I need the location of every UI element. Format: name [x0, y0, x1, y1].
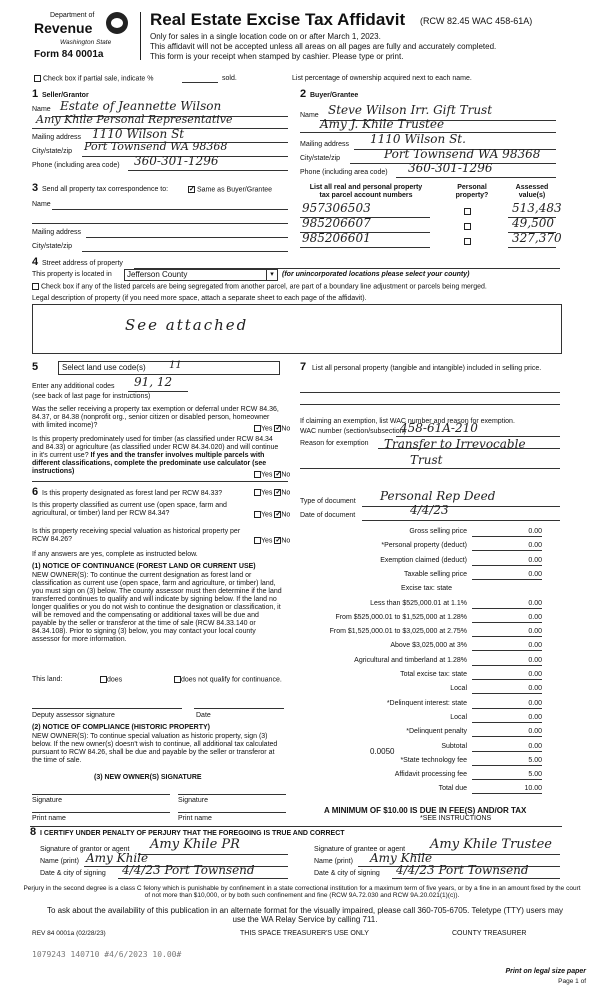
amount-label: From $1,525,000.01 to $3,025,000 at 2.75%	[329, 628, 467, 636]
amount-label: Agricultural and timberland at 1.28%	[354, 656, 467, 664]
seller-phone[interactable]: 360-301-1296	[134, 154, 219, 168]
parcel-row	[300, 231, 562, 249]
timber-question-bold: If yes and the transfer involves multiple parcels with different classifications, complete the predominate use calculator (see instructions)	[32, 452, 267, 476]
reason-value-2[interactable]: Trust	[410, 453, 443, 467]
dept-line2: Revenue	[34, 20, 93, 36]
timber-no-checkbox[interactable]: ✓	[275, 471, 282, 478]
amount-value[interactable]: 0.00	[528, 613, 542, 621]
buyer-section-number: 2	[300, 88, 307, 100]
notice1-body: NEW OWNER(S): To continue the current designation as forest land or classification as current use (open space, farm and agriculture, or timber) land, you must sign on (3) below. The county assessor must then determine if the land transferred continues to qualify and will indicate by signing below. If the land no longer qualifies or you do not wish to continue the designation or classification, it will be removed and the compensating or additional taxes will be due and payable by the seller or transferor at the time of sale (RCW 84.33.140 or 84.34.108). Prior to signing (3) below, you may contact your local county assessor for more information.	[32, 572, 282, 644]
sec3-mail-line[interactable]	[86, 237, 288, 238]
partial-sold: sold.	[222, 75, 237, 82]
buyer-city[interactable]: Port Townsend WA 98368	[384, 147, 541, 161]
amount-line	[472, 536, 542, 537]
historical-no-checkbox[interactable]: ✓	[275, 537, 282, 544]
grantor-signature[interactable]: Amy Khile PR	[150, 837, 240, 852]
amount-value[interactable]: 0.00	[528, 642, 542, 650]
does-label: does	[107, 676, 123, 684]
current-use-yes-no	[254, 511, 290, 519]
amount-line	[472, 679, 542, 680]
notice1-title: (1) NOTICE OF CONTINUANCE (FOREST LAND OR CURRENT USE)	[32, 563, 256, 570]
amount-value[interactable]: 0.00	[528, 542, 542, 550]
buyer-city-label: City/state/zip	[300, 155, 341, 162]
signature-label-1: Signature	[32, 797, 62, 804]
wac-label: WAC number (section/subsection)	[300, 428, 406, 435]
amount-line	[472, 751, 542, 752]
does-not-checkbox[interactable]	[174, 676, 181, 683]
buyer-mail[interactable]: 1110 Wilson St.	[370, 132, 466, 146]
sec3-city-line[interactable]	[82, 251, 288, 252]
amount-line	[472, 665, 542, 666]
print-name-label-2: Print name	[178, 815, 212, 822]
rev-number: REV 84 0001a (02/28/23)	[32, 930, 106, 937]
amount-value[interactable]: 5.00	[528, 756, 542, 764]
historical-question: Is this property receiving special valuation as historical property per RCW 84.26?	[32, 528, 241, 544]
current-use-no-checkbox[interactable]: ✓	[275, 511, 282, 518]
legal-desc-label: Legal description of property (if you need more space, attach a separate sheet to each page of the affidavit).	[32, 295, 367, 302]
amount-label: *Personal property (deduct)	[381, 542, 467, 550]
sec3-mail-label: Mailing address	[32, 229, 82, 236]
amount-line	[472, 765, 542, 766]
signature-label-2: Signature	[178, 797, 208, 804]
amount-value[interactable]: 0.00	[528, 528, 542, 535]
forest-yes-no	[254, 489, 290, 497]
amount-value[interactable]: 0.00	[528, 556, 542, 564]
land-use-value: 11	[169, 360, 182, 371]
parcel-number[interactable]: 985206607	[302, 216, 371, 230]
amount-label: *Delinquent interest: state	[386, 699, 467, 707]
sec7-number: 7	[300, 361, 307, 373]
grantor-date-line	[118, 878, 288, 879]
buyer-phone[interactable]: 360-301-1296	[408, 161, 493, 175]
amount-label: Excise tax: state	[401, 585, 452, 593]
reason-line-2	[300, 468, 560, 469]
land-use-select[interactable]	[58, 361, 280, 375]
amount-value[interactable]: 0.00	[528, 728, 542, 736]
amount-line	[472, 622, 542, 623]
street-address-label: Street address of property	[42, 260, 123, 267]
buyer-phone-line	[396, 177, 556, 178]
amount-line	[472, 565, 542, 566]
additional-codes-value[interactable]: 91, 12	[134, 375, 173, 389]
ownership-note: List percentage of ownership acquired next to each name.	[292, 75, 472, 82]
assessed-value[interactable]: 49,500	[512, 216, 554, 230]
page-number: Page 1 of	[558, 978, 586, 985]
assessed-value[interactable]: 327,370	[512, 231, 562, 245]
timber-yes-checkbox[interactable]	[254, 471, 261, 478]
form-title: Real Estate Excise Tax Affidavit	[150, 10, 406, 29]
header-note1: Only for sales in a single location code on or after March 1, 2023.	[150, 32, 381, 41]
sec3-same-row	[188, 186, 272, 194]
alt-format-text: To ask about the availability of this publication in an alternate format for the visually impaired, please call 360-705-6705. Teletype (TTY) users may use the WA Relay Service by calling 711.	[46, 906, 564, 925]
doc-date-line	[362, 520, 560, 521]
county-note: (for unincorporated locations please select your county)	[282, 271, 470, 278]
exemption-question: Was the seller receiving a property tax exemption or deferral under RCW 84.36, 84.37, or 84.38 (nonprofit org., senior citizen or disabled person, homeowner with limited income)?	[32, 406, 279, 430]
exemption-no-checkbox[interactable]: ✓	[275, 425, 282, 432]
amount-line	[472, 793, 542, 794]
seller-title: Seller/Grantor	[42, 92, 89, 99]
amount-value[interactable]: 0.00	[528, 713, 542, 721]
seller-section-number: 1	[32, 88, 39, 100]
located-label: This property is located in	[32, 271, 112, 278]
forest-yes-checkbox[interactable]	[254, 489, 261, 496]
cashier-stamp: 1079243 140710 #4/6/2023 10.00#	[32, 950, 182, 959]
segregated-row	[32, 283, 487, 291]
sec5-bottom-line	[32, 481, 288, 482]
seller-name-label: Name	[32, 106, 51, 113]
amount-line	[472, 550, 542, 551]
doc-type-label: Type of document	[300, 498, 356, 505]
swirl-icon	[106, 12, 128, 34]
sec3-label: Send all property tax correspondence to:	[42, 186, 169, 193]
exemption-yes-checkbox[interactable]	[254, 425, 261, 432]
deputy-date-line[interactable]	[194, 708, 284, 709]
personal-property-checkbox[interactable]	[464, 223, 471, 230]
doc-type-value[interactable]: Personal Rep Deed	[380, 489, 496, 503]
amount-label: Local	[450, 713, 467, 721]
no-label: No	[281, 425, 291, 433]
forest-question: Is this property designated as forest land per RCW 84.33?	[42, 490, 223, 497]
deputy-date-label: Date	[196, 712, 211, 719]
owner-print-line-1[interactable]	[32, 812, 170, 813]
sig-grantee-label: Signature of grantee or agent	[314, 846, 406, 853]
seller-city[interactable]: Port Townsend WA 98368	[84, 140, 228, 153]
timber-question-text: Is this property predominately used for timber (as classified under RCW 84.34 and 84.33) or agriculture (as classified under RCW 84.34.020) and will continue in it's current use?	[32, 436, 279, 460]
dept-line3: Washington State	[60, 39, 112, 46]
amount-value[interactable]: 0.00	[528, 685, 542, 693]
personal-col-header: Personal property?	[455, 184, 489, 200]
amount-line	[472, 708, 542, 709]
seller-name-2[interactable]: Amy Khile Personal Representative	[36, 113, 233, 126]
seller-mail-label: Mailing address	[32, 134, 82, 141]
no-label: No	[281, 489, 291, 497]
same-as-buyer-label: Same as Buyer/Grantee	[196, 186, 273, 194]
amount-line	[472, 636, 542, 637]
timber-question	[32, 436, 282, 479]
forest-no-checkbox[interactable]: ✓	[275, 489, 282, 496]
dor-logo	[32, 10, 132, 58]
sec3-city-label: City/state/zip	[32, 243, 73, 250]
notice2-body: NEW OWNER(S): To continue special valuation as historic property, sign (3) below. If the new owner(s) doesn't wish to continue, all additional tax calculated pursuant to RCW 84.26, shall be due and payable by the seller or transferor at the time of sale.	[32, 733, 278, 765]
yes-label: Yes	[261, 489, 273, 497]
chevron-down-icon: ▾	[266, 270, 277, 280]
sec5-number: 5	[32, 361, 39, 373]
amount-label: Gross selling price	[409, 528, 467, 535]
header-divider	[140, 12, 141, 60]
see-back: (see back of last page for instructions)	[32, 393, 151, 400]
land-use-placeholder: Select land use code(s)	[62, 363, 146, 372]
amount-label: Affidavit processing fee	[394, 771, 467, 779]
grantee-name[interactable]: Amy Khile	[370, 851, 433, 865]
local-rate: 0.0050	[370, 747, 395, 756]
sec3-blank-line[interactable]	[32, 223, 288, 224]
yes-label: Yes	[261, 511, 273, 519]
grantor-name[interactable]: Amy Khile	[86, 851, 149, 865]
sig-grantee-line	[412, 854, 560, 855]
partial-sale-checkbox[interactable]	[34, 75, 41, 82]
amount-label: Taxable selling price	[403, 570, 467, 578]
deputy-sig-line[interactable]	[32, 708, 182, 709]
seller-phone-label: Phone (including area code)	[32, 162, 120, 169]
partial-sale-label: Check box if partial sale, indicate %	[42, 75, 154, 83]
amount-label: Above $3,025,000 at 3%	[390, 642, 467, 650]
header-note3: This form is your receipt when stamped by cashier. Please type or print.	[150, 52, 404, 61]
does-not-row	[174, 676, 282, 684]
grantee-name-label: Name (print)	[314, 858, 353, 865]
segregated-label: Check box if any of the listed parcels are being segregated from another parcel, are part of a boundary line adjustment or parcels being merged.	[40, 283, 487, 291]
yes-label: Yes	[261, 425, 273, 433]
amount-label: *Delinquent penalty	[406, 728, 467, 736]
yes-label: Yes	[261, 537, 273, 545]
segregated-checkbox[interactable]	[32, 283, 39, 290]
same-as-buyer-checkbox[interactable]: ✓	[189, 186, 195, 193]
sec6-number: 6	[32, 486, 39, 498]
seller-name-1[interactable]: Estate of Jeannette Wilson	[60, 99, 222, 113]
sec3-name-line[interactable]	[52, 209, 288, 210]
doc-type-line	[362, 506, 560, 507]
sig-grantor-line	[138, 854, 288, 855]
this-land-label: This land:	[32, 676, 63, 683]
legal-desc-box[interactable]	[32, 304, 562, 354]
personal-property-label: List all personal property (tangible and intangible) included in selling price.	[312, 365, 542, 372]
county-select[interactable]	[124, 269, 278, 281]
buyer-title: Buyer/Grantee	[310, 92, 359, 99]
print-legal: Print on legal size paper	[505, 968, 586, 975]
amount-label: *State technology fee	[400, 756, 467, 764]
see-instructions: *SEE INSTRUCTIONS	[420, 815, 492, 822]
yes-label: Yes	[261, 471, 273, 479]
print-name-label-1: Print name	[32, 815, 66, 822]
notice3-title: (3) NEW OWNER(S) SIGNATURE	[94, 774, 202, 781]
amount-line	[472, 608, 542, 609]
doc-date-label: Date of document	[300, 512, 356, 519]
amount-value[interactable]: 0.00	[528, 599, 542, 607]
grantee-date-label: Date & city of signing	[314, 870, 380, 877]
county-treasurer: COUNTY TREASURER	[452, 930, 527, 937]
amount-label: Total due	[438, 785, 467, 793]
form-number: Form 84 0001a	[34, 49, 104, 60]
grantor-date-label: Date & city of signing	[40, 870, 106, 877]
seller-phone-line	[128, 170, 288, 171]
legal-desc-value: See attached	[125, 316, 249, 334]
form-rcw: (RCW 82.45 WAC 458-61A)	[420, 16, 533, 26]
amount-label: Local	[450, 685, 467, 693]
amount-label: Exemption claimed (deduct)	[380, 556, 467, 564]
grantee-date[interactable]: 4/4/23 Port Townsend	[396, 863, 529, 877]
header-note2: This affidavit will not be accepted unless all areas on all pages are fully and accurately completed.	[150, 42, 497, 51]
sig-grantor-label: Signature of grantor or agent	[40, 846, 130, 853]
amount-value[interactable]: 0.00	[528, 570, 542, 578]
current-use-question: Is this property classified as current use (open space, farm and agricultural, or timber) land per RCW 84.34?	[32, 502, 227, 518]
sec8-number: 8	[30, 826, 37, 838]
certify-text: I CERTIFY UNDER PENALTY OF PERJURY THAT THE FOREGOING IS TRUE AND CORRECT	[40, 830, 345, 837]
buyer-mail-label: Mailing address	[300, 141, 350, 148]
personal-property-checkbox[interactable]	[464, 238, 471, 245]
reason-label: Reason for exemption	[300, 440, 369, 447]
amount-line	[472, 693, 542, 694]
parcel-col-header: List all real and personal property tax parcel account numbers	[309, 184, 423, 200]
amount-line	[472, 736, 542, 737]
personal-property-checkbox[interactable]	[464, 208, 471, 215]
perjury-text	[22, 885, 582, 900]
minimum-due: A MINIMUM OF $10.00 IS DUE IN FEE(S) AND/OR TAX	[324, 806, 527, 815]
amount-value[interactable]: 5.00	[528, 771, 542, 779]
treasurer-only: THIS SPACE TREASURER'S USE ONLY	[240, 930, 369, 937]
additional-codes-line	[128, 391, 188, 392]
if-yes-note: If any answers are yes, complete as instructed below.	[32, 551, 198, 558]
county-select-value: Jefferson County	[127, 270, 188, 279]
wac-value[interactable]: 458-61A-210	[400, 421, 478, 435]
grantee-signature[interactable]: Amy Khile Trustee	[430, 837, 552, 852]
sec4-number: 4	[32, 256, 39, 268]
personal-property-line-2[interactable]	[300, 404, 560, 405]
timber-yes-no	[254, 471, 290, 479]
amount-label: Total excise tax: state	[400, 671, 467, 678]
amount-value[interactable]: 0.00	[528, 671, 542, 678]
current-use-yes-checkbox[interactable]	[254, 511, 261, 518]
owner-sig-line-2[interactable]	[178, 794, 286, 795]
historical-yes-checkbox[interactable]	[254, 537, 261, 544]
grantee-date-line	[392, 878, 560, 879]
perjury-body: Perjury in the second degree is a class C felony which is punishable by confinement in a state correctional institution for a maximum term of five years, or by a fine in an amount fixed by the court of not more than $10,000, or by both such confinement and fine (RCW 9A.72.030 and RCW 9A.20.021(1)(c)).	[23, 885, 581, 900]
historical-yes-no	[254, 537, 290, 545]
does-checkbox[interactable]	[100, 676, 107, 683]
parcel-number[interactable]: 957306503	[302, 201, 371, 215]
doc-date-value[interactable]: 4/4/23	[410, 503, 449, 517]
owner-print-line-2[interactable]	[178, 812, 286, 813]
does-row	[100, 676, 122, 684]
amount-label: Less than $525,000.01 at 1.1%	[370, 599, 467, 607]
partial-sale-row	[34, 75, 153, 83]
amount-line	[472, 650, 542, 651]
assessed-value[interactable]: 513,483	[512, 201, 562, 215]
does-not-label: does not qualify for continuance.	[181, 676, 282, 684]
reason-value-1[interactable]: Transfer to Irrevocable	[384, 437, 526, 451]
amount-label: From $525,000.01 to $1,525,000 at 1.28%	[335, 613, 467, 621]
exempt-label: If claiming an exemption, list WAC number and reason for exemption.	[300, 418, 515, 425]
deputy-label: Deputy assessor signature	[32, 712, 115, 719]
seller-city-label: City/state/zip	[32, 148, 73, 155]
no-label: No	[281, 511, 291, 519]
no-label: No	[281, 537, 291, 545]
amount-label: Subtotal	[441, 742, 467, 750]
exemption-yes-no	[254, 425, 290, 433]
grantor-name-label: Name (print)	[40, 858, 79, 865]
notice2-title: (2) NOTICE OF COMPLIANCE (HISTORIC PROPERTY)	[32, 724, 210, 731]
personal-property-line-1[interactable]	[300, 392, 560, 393]
parcel-number[interactable]: 985206601	[302, 231, 371, 245]
buyer-phone-label: Phone (including area code)	[300, 169, 388, 176]
amount-value[interactable]: 0.00	[528, 628, 542, 636]
assessed-col-header: Assessed value(s)	[515, 184, 549, 200]
partial-percent-line[interactable]	[182, 82, 218, 83]
amount-line	[472, 779, 542, 780]
additional-codes-label: Enter any additional codes	[32, 383, 115, 390]
sec3-number: 3	[32, 182, 39, 194]
amount-line	[472, 579, 542, 580]
amount-value[interactable]: 0.00	[528, 742, 542, 750]
grantor-date[interactable]: 4/4/23 Port Townsend	[122, 863, 255, 877]
amount-value[interactable]: 0.00	[528, 656, 542, 664]
sec3-name-label: Name	[32, 201, 51, 208]
buyer-name-1[interactable]: Steve Wilson Irr. Gift Trust	[328, 103, 493, 117]
amount-value[interactable]: 10.00	[524, 785, 542, 793]
seller-mail[interactable]: 1110 Wilson St	[92, 127, 185, 141]
no-label: No	[281, 471, 291, 479]
owner-sig-line-1[interactable]	[32, 794, 170, 795]
amount-line	[472, 722, 542, 723]
dept-line1: Department of	[50, 12, 95, 19]
buyer-name-2[interactable]: Amy J. Khile Trustee	[320, 117, 445, 131]
buyer-name-label: Name	[300, 112, 319, 119]
amount-value[interactable]: 0.00	[528, 699, 542, 707]
